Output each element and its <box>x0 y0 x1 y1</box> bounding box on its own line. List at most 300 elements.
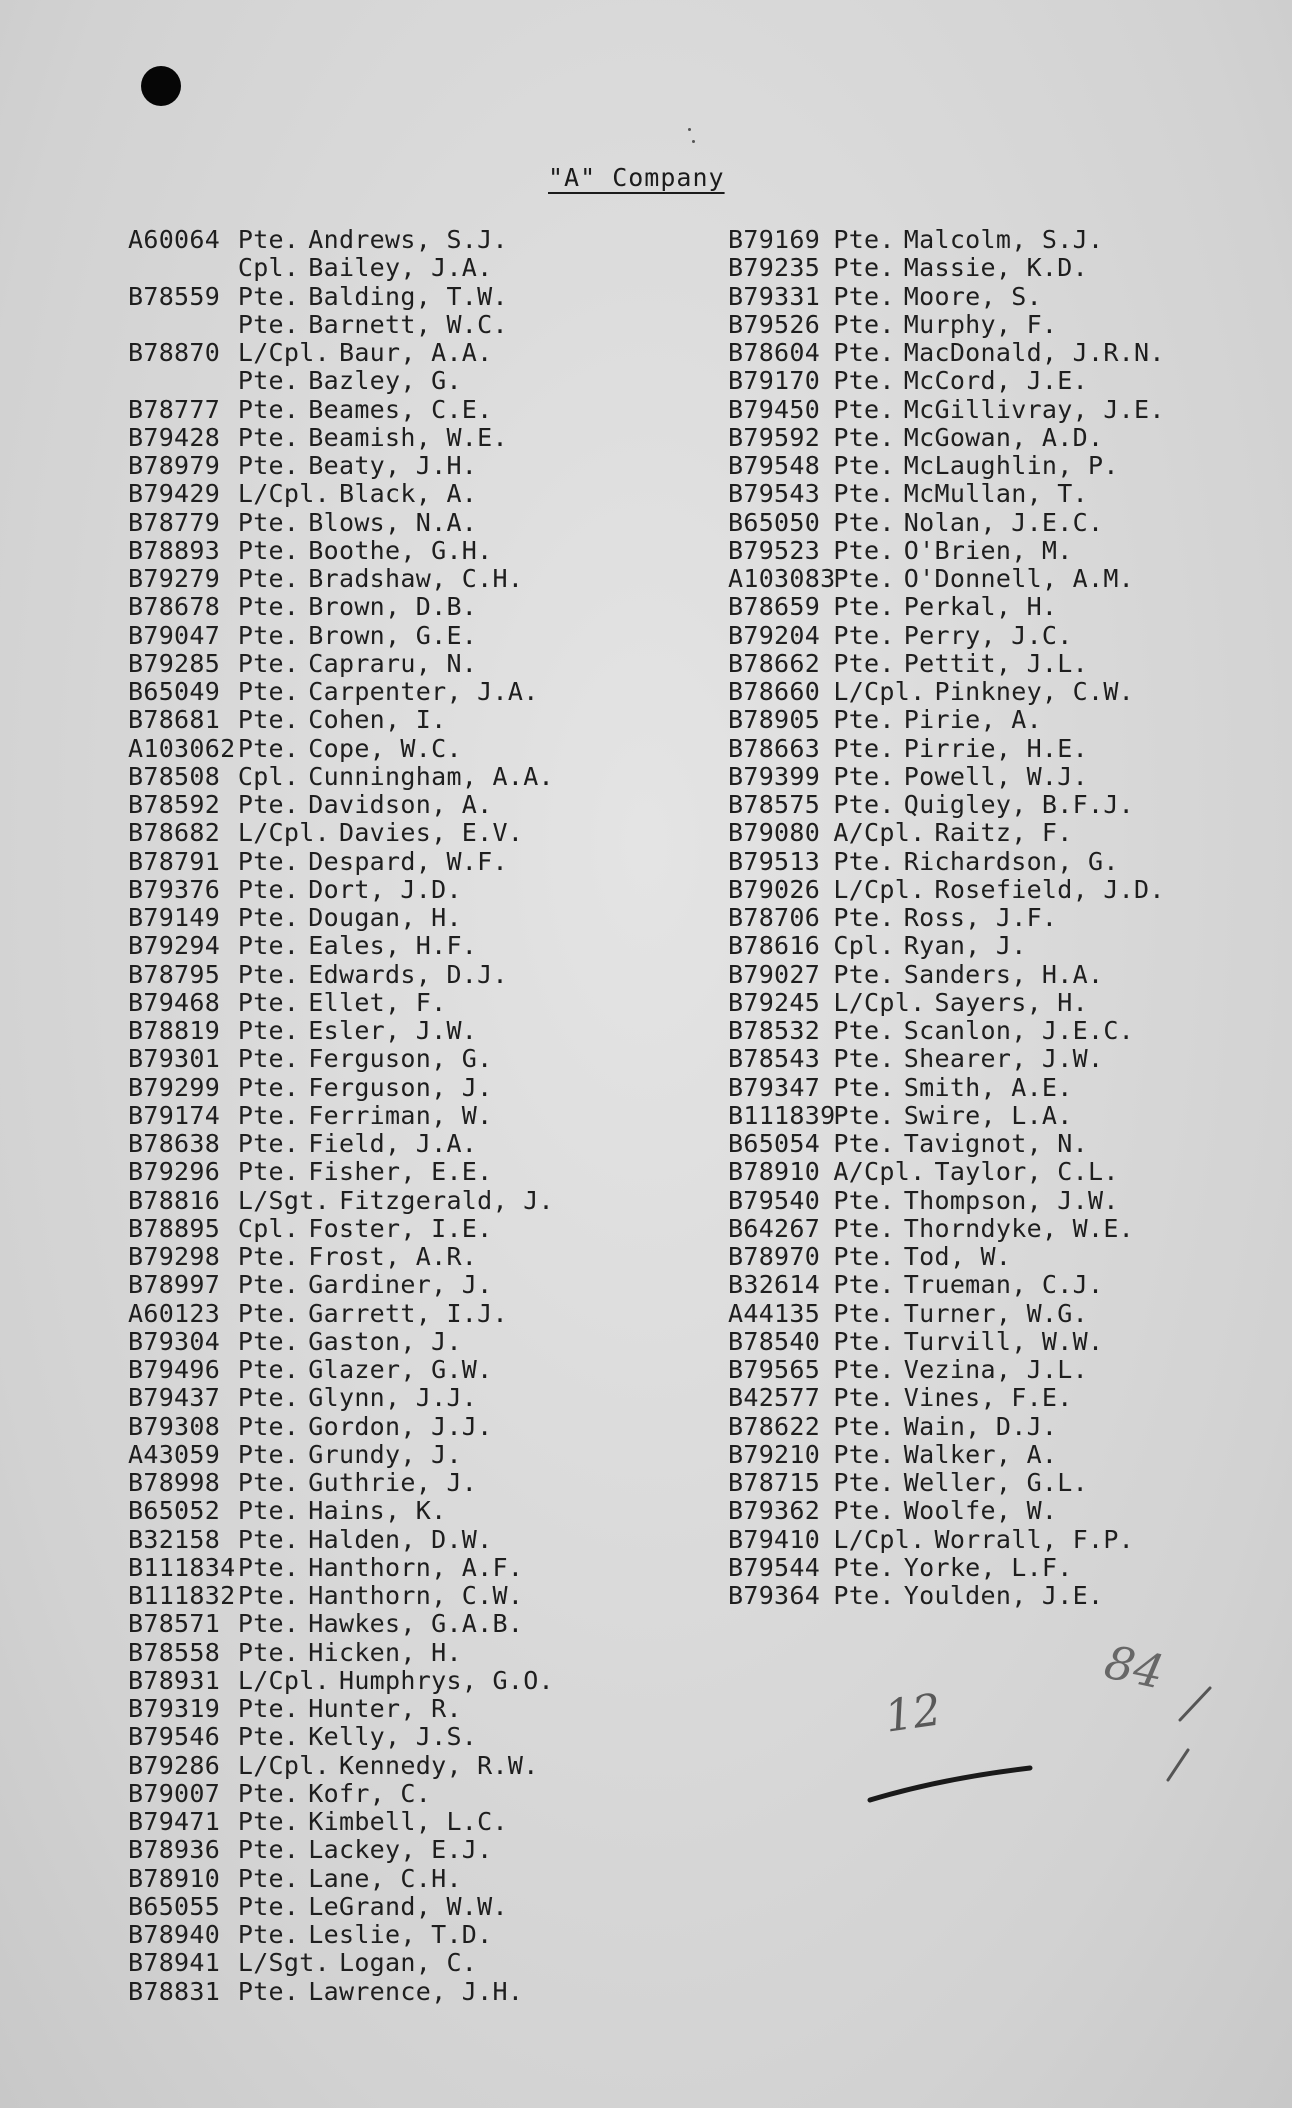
service-number: B79007 <box>128 1778 221 1808</box>
roster-entry <box>128 1808 598 1836</box>
roster-entry <box>728 396 1248 424</box>
rank: Pte. <box>833 1355 895 1384</box>
soldier-name: Thorndyke, W.E. <box>903 1213 1135 1243</box>
service-number: A60064 <box>128 225 221 254</box>
soldier-name: Ferguson, G. <box>308 1044 493 1074</box>
rank: L/Cpl. <box>833 1524 926 1554</box>
service-number: B78540 <box>728 1326 821 1356</box>
soldier-name: Perry, J.C. <box>903 620 1073 650</box>
roster-entry <box>128 876 598 904</box>
soldier-name: Lane, C.H. <box>308 1863 462 1893</box>
service-number: B79544 <box>728 1552 821 1582</box>
service-number: B79543 <box>728 479 821 509</box>
roster-entry <box>728 904 1248 932</box>
roster-entry <box>128 1639 598 1667</box>
rank: Pte. <box>237 564 300 593</box>
service-number: B78816 <box>128 1185 221 1215</box>
service-number: B79285 <box>128 648 221 678</box>
service-number: B79468 <box>128 987 221 1017</box>
soldier-name: Sanders, H.A. <box>903 959 1104 989</box>
rank: Pte. <box>833 253 895 283</box>
roster-entry <box>728 848 1248 876</box>
soldier-name: Murphy, F. <box>903 309 1058 339</box>
soldier-name: McLaughlin, P. <box>903 451 1119 480</box>
roster-entry <box>128 1780 598 1808</box>
rank: L/Cpl. <box>237 818 330 848</box>
soldier-name: Guthrie, J. <box>308 1468 478 1497</box>
rank: Pte. <box>237 790 300 819</box>
roster-entry <box>728 1271 1248 1299</box>
service-number: B79437 <box>128 1383 221 1413</box>
rank: Pte. <box>833 761 895 791</box>
soldier-name: Walker, A. <box>903 1439 1058 1469</box>
soldier-name: McGowan, A.D. <box>903 422 1104 452</box>
soldier-name: Bazley, G. <box>308 366 462 396</box>
rank: Pte. <box>237 620 300 650</box>
soldier-name: Turvill, W.W. <box>903 1326 1104 1356</box>
service-number: B65052 <box>128 1496 221 1526</box>
roster-entry <box>728 1017 1248 1045</box>
rank: Pte. <box>237 1044 300 1074</box>
service-number: B78941 <box>128 1948 221 1978</box>
rank: Pte. <box>237 1524 300 1554</box>
pen-stroke <box>860 1760 1040 1810</box>
roster-entry <box>728 283 1248 311</box>
soldier-name: Barnett, W.C. <box>308 309 508 339</box>
rank: L/Cpl. <box>833 987 926 1017</box>
service-number: B79428 <box>128 422 221 452</box>
soldier-name: Carpenter, J.A. <box>308 677 539 706</box>
roster-entry <box>128 932 598 960</box>
roster-entry <box>728 735 1248 763</box>
soldier-name: Nolan, J.E.C. <box>903 507 1104 537</box>
service-number: B78910 <box>128 1863 221 1893</box>
service-number: B79376 <box>128 874 221 904</box>
soldier-name: Ross, J.F. <box>903 903 1058 932</box>
rank: Pte. <box>833 1213 895 1243</box>
service-number: B78663 <box>728 733 821 763</box>
pen-stroke <box>1160 1680 1220 1790</box>
roster-entry <box>728 1187 1248 1215</box>
service-number: B79174 <box>128 1100 221 1130</box>
service-number: B78662 <box>728 648 821 678</box>
service-number: B78571 <box>128 1609 221 1639</box>
rank: Pte. <box>833 564 895 593</box>
rank: Cpl. <box>237 253 300 283</box>
rank: Pte. <box>237 1637 300 1667</box>
service-number: B79294 <box>128 931 221 961</box>
service-number: B78777 <box>128 394 221 424</box>
soldier-name: Halden, D.W. <box>308 1524 493 1554</box>
soldier-name: Beamish, W.E. <box>308 422 508 452</box>
roster-entry <box>128 1949 598 1977</box>
roster-entry <box>128 1582 598 1610</box>
roster-entry <box>728 226 1248 254</box>
soldier-name: Weller, G.L. <box>903 1468 1088 1497</box>
service-number: B78508 <box>128 761 221 791</box>
soldier-name: Kofr, C. <box>308 1778 432 1808</box>
service-number: B79245 <box>728 987 821 1017</box>
rank: Pte. <box>237 1778 300 1808</box>
roster-entry <box>128 1836 598 1864</box>
roster-entry <box>128 1921 598 1949</box>
roster-entry <box>128 1158 598 1186</box>
service-number: B78543 <box>728 1044 821 1074</box>
soldier-name: Kelly, J.S. <box>308 1722 478 1752</box>
roster-entry <box>728 254 1248 282</box>
rank: Pte. <box>833 1326 895 1356</box>
service-number: B79429 <box>128 479 221 509</box>
roster-entry <box>128 848 598 876</box>
soldier-name: Grundy, J. <box>308 1439 462 1469</box>
soldier-name: Ferriman, W. <box>308 1100 493 1130</box>
service-number: B79169 <box>728 225 821 254</box>
soldier-name: Blows, N.A. <box>308 507 478 537</box>
rank: Pte. <box>237 1411 300 1441</box>
service-number: B78819 <box>128 1016 221 1045</box>
rank: Pte. <box>833 366 895 396</box>
soldier-name: Wain, D.J. <box>903 1411 1058 1441</box>
rank: Pte. <box>237 1863 300 1893</box>
service-number: B78659 <box>728 592 821 622</box>
roster-entry <box>128 1413 598 1441</box>
service-number: B79304 <box>128 1326 221 1356</box>
service-number: B79319 <box>128 1694 221 1723</box>
rank: Pte. <box>237 394 300 424</box>
service-number: B79286 <box>128 1750 221 1780</box>
soldier-name: Davidson, A. <box>308 790 493 819</box>
service-number: B65054 <box>728 1129 821 1158</box>
rank: Pte. <box>833 1496 895 1526</box>
soldier-name: Hicken, H. <box>308 1637 462 1667</box>
soldier-name: Dort, J.D. <box>308 874 462 904</box>
roster-entry <box>728 1469 1248 1497</box>
service-number: B78997 <box>128 1270 221 1300</box>
roster-entry <box>728 537 1248 565</box>
soldier-name: Fitzgerald, J. <box>338 1185 554 1215</box>
service-number: B79149 <box>128 903 221 932</box>
service-number: B79410 <box>728 1524 821 1554</box>
service-number: B78592 <box>128 790 221 819</box>
service-number: B78905 <box>728 705 821 735</box>
rank: Pte. <box>833 1129 895 1158</box>
service-number: B79308 <box>128 1411 221 1441</box>
service-number: B79026 <box>728 874 821 904</box>
roster-entry <box>128 1271 598 1299</box>
rank: Pte. <box>833 451 895 480</box>
service-number: B79296 <box>128 1157 221 1187</box>
soldier-name: Sayers, H. <box>934 987 1088 1017</box>
soldier-name: Edwards, D.J. <box>308 959 508 989</box>
rank: Pte. <box>833 1185 895 1215</box>
soldier-name: Boothe, G.H. <box>308 535 493 565</box>
service-number: B78616 <box>728 931 821 961</box>
soldier-name: Swire, L.A. <box>903 1100 1073 1130</box>
roster-entry <box>128 1102 598 1130</box>
soldier-name: Tod, W. <box>903 1242 1012 1271</box>
service-number: B78870 <box>128 338 221 367</box>
soldier-name: Ryan, J. <box>903 931 1027 961</box>
service-number: B32158 <box>128 1524 221 1554</box>
roster-entry <box>728 791 1248 819</box>
rank: Pte. <box>237 1072 300 1102</box>
soldier-name: Capraru, N. <box>308 648 478 678</box>
rank: Pte. <box>237 1552 300 1582</box>
rank: Pte. <box>833 1298 895 1328</box>
roster-entry <box>728 1130 1248 1158</box>
service-number: B78895 <box>128 1213 221 1243</box>
soldier-name: Davies, E.V. <box>338 818 524 848</box>
roster-entry <box>128 1695 598 1723</box>
rank: Pte. <box>833 648 895 678</box>
rank: Pte. <box>237 1016 300 1045</box>
roster-entry <box>128 735 598 763</box>
roster-entry <box>728 452 1248 480</box>
rank: Pte. <box>237 1100 300 1130</box>
soldier-name: Bailey, J.A. <box>308 253 493 283</box>
rank: Pte. <box>833 1411 895 1441</box>
service-number: B78940 <box>128 1920 221 1949</box>
roster-entry <box>728 1215 1248 1243</box>
roster-entry <box>128 1300 598 1328</box>
rank: Cpl. <box>237 1213 300 1243</box>
roster-entry <box>728 1497 1248 1525</box>
soldier-name: Gaston, J. <box>308 1326 462 1356</box>
service-number: B42577 <box>728 1383 821 1413</box>
roster-entry <box>728 1328 1248 1356</box>
service-number: A43059 <box>128 1439 221 1469</box>
rank: Pte. <box>833 225 895 254</box>
soldier-name: Youlden, J.E. <box>903 1581 1104 1610</box>
soldier-name: Woolfe, W. <box>903 1496 1058 1526</box>
roster-entry <box>128 254 598 282</box>
service-number: B79471 <box>128 1807 221 1836</box>
soldier-name: Lawrence, J.H. <box>308 1976 524 2006</box>
roster-entry <box>128 537 598 565</box>
soldier-name: Field, J.A. <box>308 1129 478 1158</box>
service-number: B79546 <box>128 1722 221 1752</box>
service-number: A103062 <box>128 733 236 763</box>
soldier-name: Brown, G.E. <box>308 620 478 650</box>
roster-entry <box>128 819 598 847</box>
rank: Pte. <box>833 1581 895 1610</box>
rank: Pte. <box>237 1891 300 1921</box>
rank: Pte. <box>833 281 895 311</box>
rank: Pte. <box>833 1468 895 1497</box>
soldier-name: Balding, T.W. <box>308 281 508 311</box>
rank: Pte. <box>833 733 895 763</box>
roster-entry <box>728 480 1248 508</box>
rank: Pte. <box>237 1326 300 1356</box>
soldier-name: Richardson, G. <box>903 846 1119 876</box>
roster-entry <box>728 367 1248 395</box>
rank: Pte. <box>237 366 300 396</box>
soldier-name: Ellet, F. <box>308 987 447 1017</box>
rank: Pte. <box>833 1383 895 1413</box>
roster-entry <box>128 1384 598 1412</box>
service-number: B32614 <box>728 1270 821 1300</box>
roster-entry <box>128 1667 598 1695</box>
roster-entry <box>728 311 1248 339</box>
soldier-name: Glynn, J.J. <box>308 1383 478 1413</box>
roster-entry <box>128 706 598 734</box>
soldier-name: Turner, W.G. <box>903 1298 1088 1328</box>
roster-entry <box>128 565 598 593</box>
rank: Pte. <box>237 422 300 452</box>
roster-entry <box>128 1441 598 1469</box>
rank: Pte. <box>833 1100 895 1130</box>
soldier-name: Dougan, H. <box>308 903 462 932</box>
service-number: B78706 <box>728 903 821 932</box>
soldier-name: Black, A. <box>338 479 478 509</box>
roster-entry <box>728 1526 1248 1554</box>
rank: Pte. <box>237 592 300 622</box>
roster-entry <box>128 1526 598 1554</box>
rank: Pte. <box>833 535 895 565</box>
soldier-name: Taylor, C.L. <box>934 1157 1119 1187</box>
service-number: B79592 <box>728 422 821 452</box>
soldier-name: Despard, W.F. <box>308 846 508 876</box>
roster-entry <box>728 622 1248 650</box>
roster-entry <box>128 1215 598 1243</box>
service-number: B78681 <box>128 705 221 735</box>
soldier-name: Vezina, J.L. <box>903 1355 1088 1384</box>
soldier-name: Perkal, H. <box>903 592 1058 622</box>
roster-entry <box>128 1469 598 1497</box>
roster-entry <box>128 283 598 311</box>
roster-entry <box>128 1893 598 1921</box>
soldier-name: Humphrys, G.O. <box>338 1665 554 1695</box>
rank: Pte. <box>237 1355 300 1384</box>
rank: Pte. <box>237 1581 300 1610</box>
page-title: "A" Company <box>548 163 725 192</box>
rank: Pte. <box>237 874 300 904</box>
roster-entry <box>128 961 598 989</box>
service-number: B65050 <box>728 507 821 537</box>
roster-entry <box>728 1384 1248 1412</box>
soldier-name: Pettit, J.L. <box>903 648 1088 678</box>
rank: L/Cpl. <box>237 479 330 509</box>
roster-entry <box>128 424 598 452</box>
roster-entry <box>728 1074 1248 1102</box>
soldier-name: Hunter, R. <box>308 1694 462 1723</box>
rank: L/Cpl. <box>833 677 926 706</box>
roster-entry <box>128 1243 598 1271</box>
service-number: B79204 <box>728 620 821 650</box>
ink-speck <box>688 128 691 131</box>
service-number: B78931 <box>128 1665 221 1695</box>
roster-entry <box>128 1074 598 1102</box>
roster-entry <box>128 1752 598 1780</box>
rank: Pte. <box>237 733 300 763</box>
service-number: B111834 <box>128 1552 236 1582</box>
rank: Pte. <box>237 1835 300 1865</box>
roster-entry <box>128 593 598 621</box>
roster-entry <box>128 1610 598 1638</box>
rank: Pte. <box>833 846 895 876</box>
soldier-name: Gardiner, J. <box>308 1270 493 1300</box>
soldier-name: O'Donnell, A.M. <box>903 564 1135 593</box>
roster-entry <box>128 678 598 706</box>
service-number: B79496 <box>128 1355 221 1384</box>
soldier-name: Eales, H.F. <box>308 931 478 961</box>
rank: Pte. <box>237 931 300 961</box>
rank: Pte. <box>237 281 300 311</box>
roster-entry <box>728 565 1248 593</box>
roster-entry <box>728 339 1248 367</box>
rank: Pte. <box>237 1129 300 1158</box>
soldier-name: Shearer, J.W. <box>903 1044 1104 1074</box>
roster-left-column <box>128 226 598 2006</box>
service-number: B78660 <box>728 677 821 706</box>
roster-entry <box>128 1356 598 1384</box>
rank: Pte. <box>833 1439 895 1469</box>
rank: Pte. <box>833 620 895 650</box>
rank: L/Cpl. <box>833 874 926 904</box>
roster-entry <box>728 650 1248 678</box>
soldier-name: Malcolm, S.J. <box>903 225 1104 254</box>
service-number: B79279 <box>128 564 221 593</box>
service-number: B79565 <box>728 1355 821 1384</box>
soldier-name: Pirie, A. <box>903 705 1042 735</box>
service-number: B79523 <box>728 535 821 565</box>
soldier-name: Glazer, G.W. <box>308 1355 493 1384</box>
service-number: B78558 <box>128 1637 221 1667</box>
soldier-name: Yorke, L.F. <box>903 1552 1073 1582</box>
roster-entry <box>128 989 598 1017</box>
rank: Pte. <box>237 1609 300 1639</box>
rank: Pte. <box>237 225 300 254</box>
roster-entry <box>728 1554 1248 1582</box>
rank: Pte. <box>833 1072 895 1102</box>
service-number: B79080 <box>728 818 821 848</box>
service-number: B78604 <box>728 338 821 367</box>
roster-entry <box>128 650 598 678</box>
service-number: B78910 <box>728 1157 821 1187</box>
roster-entry <box>728 989 1248 1017</box>
roster-entry <box>128 509 598 537</box>
roster-entry <box>128 1328 598 1356</box>
soldier-name: Lackey, E.J. <box>308 1835 493 1865</box>
soldier-name: McGillivray, J.E. <box>903 394 1165 424</box>
service-number: B78682 <box>128 818 221 848</box>
service-number: B79027 <box>728 959 821 989</box>
service-number: B78831 <box>128 1976 221 2006</box>
service-number: B79399 <box>728 761 821 791</box>
service-number: B79450 <box>728 394 821 424</box>
service-number: B79299 <box>128 1072 221 1102</box>
rank: Pte. <box>237 1976 300 2006</box>
service-number: B78678 <box>128 592 221 622</box>
rank: Pte. <box>833 903 895 932</box>
roster-entry <box>128 791 598 819</box>
soldier-name: Hains, K. <box>308 1496 447 1526</box>
rank: Pte. <box>833 507 895 537</box>
soldier-name: Pirrie, H.E. <box>903 733 1088 763</box>
rank: Pte. <box>237 1468 300 1497</box>
soldier-name: Fisher, E.E. <box>308 1157 493 1187</box>
roster-entry <box>728 1300 1248 1328</box>
soldier-name: Garrett, I.J. <box>308 1298 508 1328</box>
soldier-name: Brown, D.B. <box>308 592 478 622</box>
rank: Pte. <box>833 309 895 339</box>
rank: L/Cpl. <box>237 1750 330 1780</box>
rank: Pte. <box>833 1044 895 1074</box>
service-number: B78936 <box>128 1835 221 1865</box>
service-number: B65055 <box>128 1891 221 1921</box>
rank: Pte. <box>833 705 895 735</box>
service-number: B79513 <box>728 846 821 876</box>
